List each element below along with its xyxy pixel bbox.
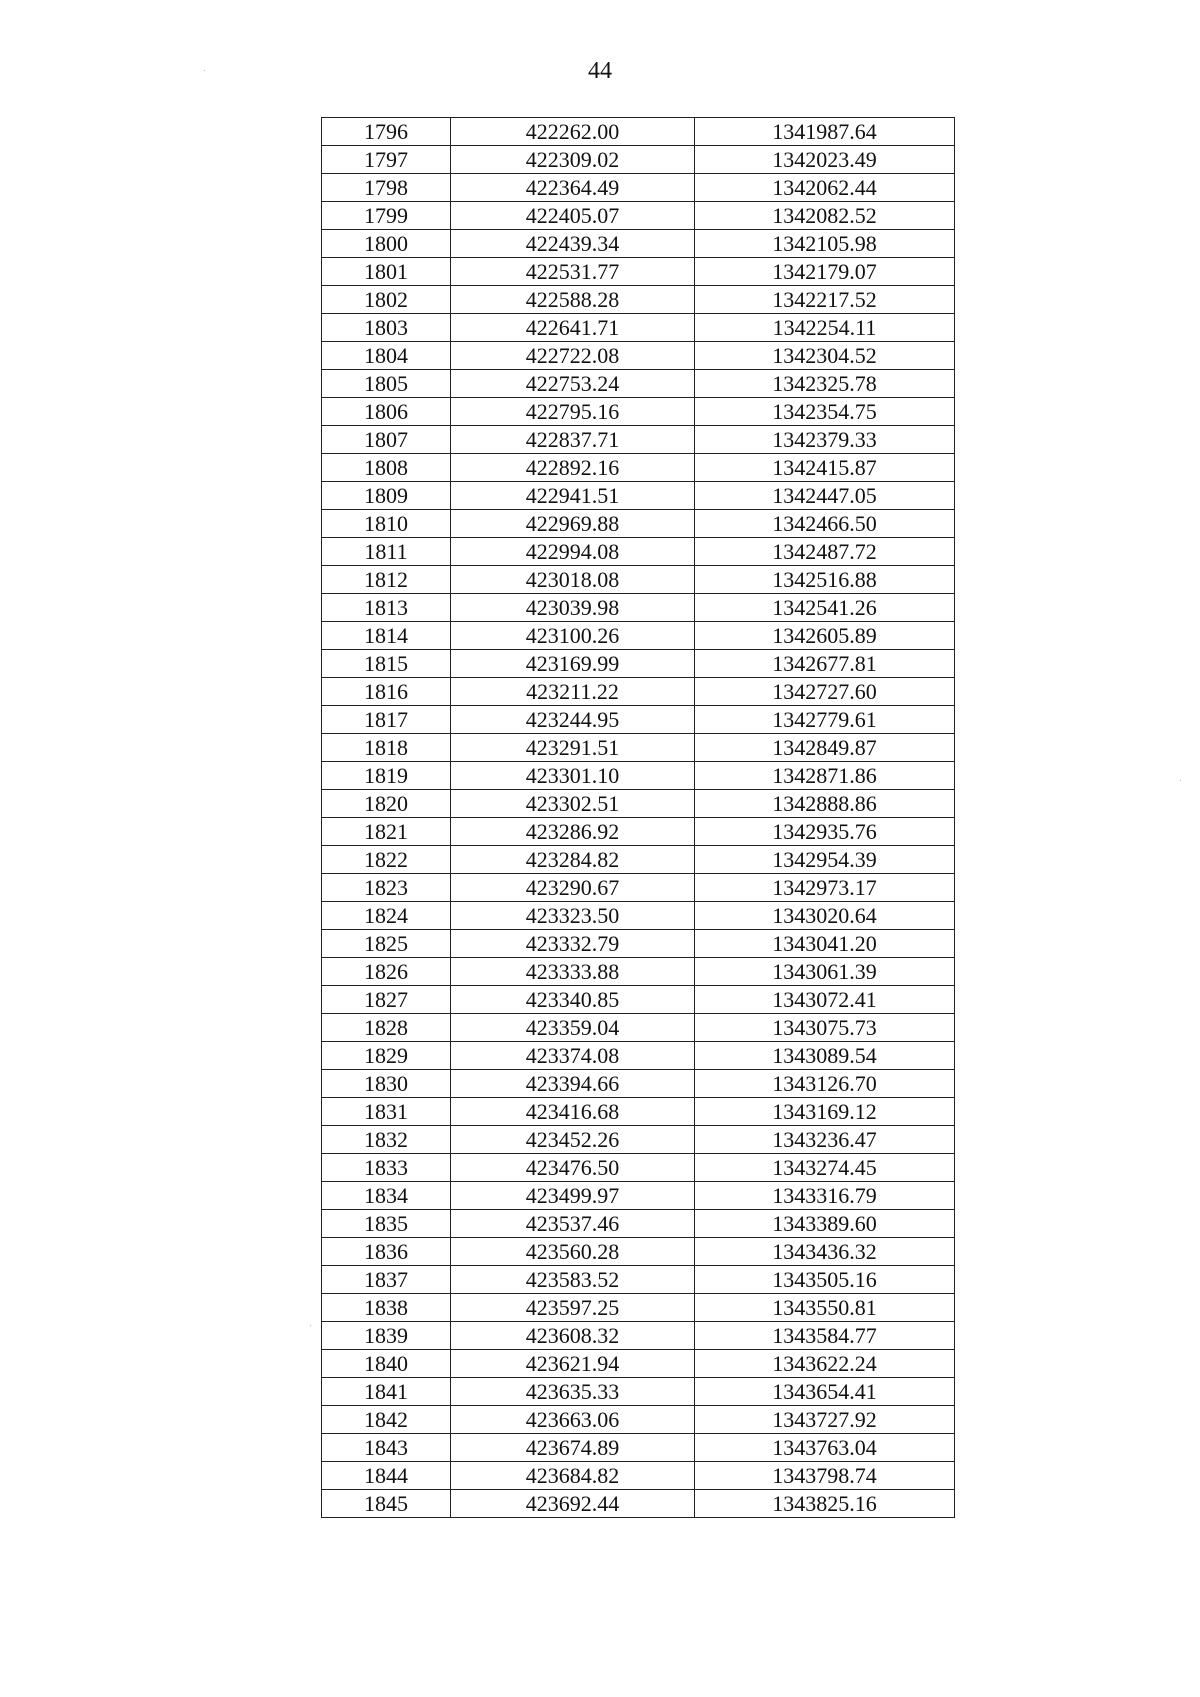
table-row — [322, 734, 955, 762]
table-row — [322, 258, 955, 286]
point-number-cell: 1811 — [322, 538, 451, 566]
y-coordinate-cell: 1342304.52 — [695, 342, 955, 370]
point-number-cell: 1835 — [322, 1210, 451, 1238]
y-coordinate-cell: 1343089.54 — [695, 1042, 955, 1070]
x-coordinate-cell: 423340.85 — [451, 986, 695, 1014]
point-number-cell: 1843 — [322, 1434, 451, 1462]
table-row — [322, 1014, 955, 1042]
table-row — [322, 566, 955, 594]
y-coordinate-cell: 1343584.77 — [695, 1322, 955, 1350]
y-coordinate-cell: 1342062.44 — [695, 174, 955, 202]
table-row — [322, 482, 955, 510]
x-coordinate-cell: 423302.51 — [451, 790, 695, 818]
x-coordinate-cell: 422309.02 — [451, 146, 695, 174]
x-coordinate-cell: 423560.28 — [451, 1238, 695, 1266]
point-number-cell: 1833 — [322, 1154, 451, 1182]
x-coordinate-cell: 423597.25 — [451, 1294, 695, 1322]
x-coordinate-cell: 423537.46 — [451, 1210, 695, 1238]
x-coordinate-cell: 423692.44 — [451, 1490, 695, 1518]
table-row — [322, 454, 955, 482]
table-row — [322, 286, 955, 314]
y-coordinate-cell: 1342487.72 — [695, 538, 955, 566]
y-coordinate-cell: 1343550.81 — [695, 1294, 955, 1322]
x-coordinate-cell: 422641.71 — [451, 314, 695, 342]
x-coordinate-cell: 423394.66 — [451, 1070, 695, 1098]
x-coordinate-cell: 422969.88 — [451, 510, 695, 538]
coordinates-table — [321, 117, 955, 1518]
y-coordinate-cell: 1343126.70 — [695, 1070, 955, 1098]
point-number-cell: 1820 — [322, 790, 451, 818]
point-number-cell: 1807 — [322, 426, 451, 454]
x-coordinate-cell: 423499.97 — [451, 1182, 695, 1210]
table-row — [322, 1378, 955, 1406]
table-row — [322, 986, 955, 1014]
point-number-cell: 1819 — [322, 762, 451, 790]
y-coordinate-cell: 1342466.50 — [695, 510, 955, 538]
x-coordinate-cell: 423291.51 — [451, 734, 695, 762]
y-coordinate-cell: 1343041.20 — [695, 930, 955, 958]
table-row — [322, 342, 955, 370]
y-coordinate-cell: 1342727.60 — [695, 678, 955, 706]
y-coordinate-cell: 1342217.52 — [695, 286, 955, 314]
point-number-cell: 1840 — [322, 1350, 451, 1378]
y-coordinate-cell: 1342888.86 — [695, 790, 955, 818]
x-coordinate-cell: 422439.34 — [451, 230, 695, 258]
point-number-cell: 1824 — [322, 902, 451, 930]
table-row — [322, 230, 955, 258]
table-row — [322, 202, 955, 230]
point-number-cell: 1825 — [322, 930, 451, 958]
x-coordinate-cell: 423416.68 — [451, 1098, 695, 1126]
table-row — [322, 1462, 955, 1490]
point-number-cell: 1809 — [322, 482, 451, 510]
table-row — [322, 1098, 955, 1126]
x-coordinate-cell: 422892.16 — [451, 454, 695, 482]
point-number-cell: 1805 — [322, 370, 451, 398]
y-coordinate-cell: 1342447.05 — [695, 482, 955, 510]
point-number-cell: 1810 — [322, 510, 451, 538]
point-number-cell: 1837 — [322, 1266, 451, 1294]
y-coordinate-cell: 1342516.88 — [695, 566, 955, 594]
point-number-cell: 1821 — [322, 818, 451, 846]
x-coordinate-cell: 423286.92 — [451, 818, 695, 846]
scan-speck — [1180, 780, 1181, 781]
table-row — [322, 1154, 955, 1182]
point-number-cell: 1822 — [322, 846, 451, 874]
x-coordinate-cell: 423244.95 — [451, 706, 695, 734]
table-row — [322, 818, 955, 846]
y-coordinate-cell: 1342379.33 — [695, 426, 955, 454]
table-row — [322, 930, 955, 958]
table-row — [322, 846, 955, 874]
x-coordinate-cell: 423018.08 — [451, 566, 695, 594]
point-number-cell: 1844 — [322, 1462, 451, 1490]
table-row — [322, 1126, 955, 1154]
x-coordinate-cell: 423332.79 — [451, 930, 695, 958]
point-number-cell: 1800 — [322, 230, 451, 258]
x-coordinate-cell: 422994.08 — [451, 538, 695, 566]
y-coordinate-cell: 1343274.45 — [695, 1154, 955, 1182]
table-row — [322, 538, 955, 566]
y-coordinate-cell: 1342415.87 — [695, 454, 955, 482]
point-number-cell: 1816 — [322, 678, 451, 706]
y-coordinate-cell: 1343020.64 — [695, 902, 955, 930]
x-coordinate-cell: 422753.24 — [451, 370, 695, 398]
table-row — [322, 510, 955, 538]
table-row — [322, 1322, 955, 1350]
table-row — [322, 314, 955, 342]
x-coordinate-cell: 423211.22 — [451, 678, 695, 706]
point-number-cell: 1806 — [322, 398, 451, 426]
table-row — [322, 762, 955, 790]
y-coordinate-cell: 1343727.92 — [695, 1406, 955, 1434]
table-row — [322, 1182, 955, 1210]
y-coordinate-cell: 1343825.16 — [695, 1490, 955, 1518]
y-coordinate-cell: 1342935.76 — [695, 818, 955, 846]
y-coordinate-cell: 1343436.32 — [695, 1238, 955, 1266]
y-coordinate-cell: 1343389.60 — [695, 1210, 955, 1238]
x-coordinate-cell: 423452.26 — [451, 1126, 695, 1154]
y-coordinate-cell: 1342954.39 — [695, 846, 955, 874]
y-coordinate-cell: 1342973.17 — [695, 874, 955, 902]
point-number-cell: 1817 — [322, 706, 451, 734]
x-coordinate-cell: 422722.08 — [451, 342, 695, 370]
y-coordinate-cell: 1343075.73 — [695, 1014, 955, 1042]
x-coordinate-cell: 423333.88 — [451, 958, 695, 986]
y-coordinate-cell: 1343061.39 — [695, 958, 955, 986]
x-coordinate-cell: 422588.28 — [451, 286, 695, 314]
table-row — [322, 118, 955, 146]
x-coordinate-cell: 423290.67 — [451, 874, 695, 902]
point-number-cell: 1827 — [322, 986, 451, 1014]
point-number-cell: 1826 — [322, 958, 451, 986]
point-number-cell: 1802 — [322, 286, 451, 314]
x-coordinate-cell: 422941.51 — [451, 482, 695, 510]
table-row — [322, 1350, 955, 1378]
x-coordinate-cell: 422262.00 — [451, 118, 695, 146]
y-coordinate-cell: 1342677.81 — [695, 650, 955, 678]
y-coordinate-cell: 1343763.04 — [695, 1434, 955, 1462]
y-coordinate-cell: 1342605.89 — [695, 622, 955, 650]
table-row — [322, 1042, 955, 1070]
table-row — [322, 174, 955, 202]
point-number-cell: 1798 — [322, 174, 451, 202]
table-row — [322, 1490, 955, 1518]
point-number-cell: 1808 — [322, 454, 451, 482]
table-row — [322, 594, 955, 622]
y-coordinate-cell: 1342105.98 — [695, 230, 955, 258]
x-coordinate-cell: 423583.52 — [451, 1266, 695, 1294]
table-row — [322, 902, 955, 930]
y-coordinate-cell: 1343505.16 — [695, 1266, 955, 1294]
x-coordinate-cell: 423674.89 — [451, 1434, 695, 1462]
y-coordinate-cell: 1342179.07 — [695, 258, 955, 286]
table-row — [322, 1294, 955, 1322]
y-coordinate-cell: 1342354.75 — [695, 398, 955, 426]
y-coordinate-cell: 1342325.78 — [695, 370, 955, 398]
x-coordinate-cell: 423284.82 — [451, 846, 695, 874]
y-coordinate-cell: 1343654.41 — [695, 1378, 955, 1406]
x-coordinate-cell: 423100.26 — [451, 622, 695, 650]
x-coordinate-cell: 423621.94 — [451, 1350, 695, 1378]
x-coordinate-cell: 423476.50 — [451, 1154, 695, 1182]
point-number-cell: 1799 — [322, 202, 451, 230]
point-number-cell: 1828 — [322, 1014, 451, 1042]
table-row — [322, 426, 955, 454]
point-number-cell: 1845 — [322, 1490, 451, 1518]
x-coordinate-cell: 423323.50 — [451, 902, 695, 930]
point-number-cell: 1801 — [322, 258, 451, 286]
x-coordinate-cell: 423301.10 — [451, 762, 695, 790]
table-row — [322, 1434, 955, 1462]
y-coordinate-cell: 1342779.61 — [695, 706, 955, 734]
y-coordinate-cell: 1343236.47 — [695, 1126, 955, 1154]
x-coordinate-cell: 423608.32 — [451, 1322, 695, 1350]
y-coordinate-cell: 1342254.11 — [695, 314, 955, 342]
y-coordinate-cell: 1343316.79 — [695, 1182, 955, 1210]
point-number-cell: 1841 — [322, 1378, 451, 1406]
point-number-cell: 1796 — [322, 118, 451, 146]
point-number-cell: 1831 — [322, 1098, 451, 1126]
point-number-cell: 1813 — [322, 594, 451, 622]
table-row — [322, 1238, 955, 1266]
table-row — [322, 958, 955, 986]
y-coordinate-cell: 1343622.24 — [695, 1350, 955, 1378]
table-row — [322, 1070, 955, 1098]
x-coordinate-cell: 423039.98 — [451, 594, 695, 622]
page-number: 44 — [588, 58, 612, 84]
point-number-cell: 1803 — [322, 314, 451, 342]
table-row — [322, 790, 955, 818]
coordinates-table-body — [322, 118, 955, 1518]
table-row — [322, 398, 955, 426]
y-coordinate-cell: 1343072.41 — [695, 986, 955, 1014]
x-coordinate-cell: 423635.33 — [451, 1378, 695, 1406]
y-coordinate-cell: 1343169.12 — [695, 1098, 955, 1126]
point-number-cell: 1804 — [322, 342, 451, 370]
y-coordinate-cell: 1342082.52 — [695, 202, 955, 230]
table-row — [322, 1266, 955, 1294]
y-coordinate-cell: 1341987.64 — [695, 118, 955, 146]
table-row — [322, 370, 955, 398]
y-coordinate-cell: 1342849.87 — [695, 734, 955, 762]
table-row — [322, 678, 955, 706]
point-number-cell: 1839 — [322, 1322, 451, 1350]
x-coordinate-cell: 423374.08 — [451, 1042, 695, 1070]
point-number-cell: 1842 — [322, 1406, 451, 1434]
point-number-cell: 1832 — [322, 1126, 451, 1154]
x-coordinate-cell: 423359.04 — [451, 1014, 695, 1042]
point-number-cell: 1834 — [322, 1182, 451, 1210]
point-number-cell: 1830 — [322, 1070, 451, 1098]
point-number-cell: 1815 — [322, 650, 451, 678]
point-number-cell: 1818 — [322, 734, 451, 762]
table-row — [322, 622, 955, 650]
x-coordinate-cell: 422837.71 — [451, 426, 695, 454]
x-coordinate-cell: 422364.49 — [451, 174, 695, 202]
x-coordinate-cell: 423663.06 — [451, 1406, 695, 1434]
table-row — [322, 1210, 955, 1238]
point-number-cell: 1797 — [322, 146, 451, 174]
x-coordinate-cell: 422405.07 — [451, 202, 695, 230]
scan-speck — [310, 1325, 311, 1326]
x-coordinate-cell: 422795.16 — [451, 398, 695, 426]
table-row — [322, 1406, 955, 1434]
x-coordinate-cell: 422531.77 — [451, 258, 695, 286]
y-coordinate-cell: 1342871.86 — [695, 762, 955, 790]
table-row — [322, 650, 955, 678]
y-coordinate-cell: 1342023.49 — [695, 146, 955, 174]
x-coordinate-cell: 423169.99 — [451, 650, 695, 678]
point-number-cell: 1823 — [322, 874, 451, 902]
table-row — [322, 874, 955, 902]
point-number-cell: 1829 — [322, 1042, 451, 1070]
y-coordinate-cell: 1342541.26 — [695, 594, 955, 622]
y-coordinate-cell: 1343798.74 — [695, 1462, 955, 1490]
point-number-cell: 1814 — [322, 622, 451, 650]
table-row — [322, 706, 955, 734]
point-number-cell: 1812 — [322, 566, 451, 594]
scan-speck — [204, 70, 205, 71]
x-coordinate-cell: 423684.82 — [451, 1462, 695, 1490]
point-number-cell: 1838 — [322, 1294, 451, 1322]
table-row — [322, 146, 955, 174]
point-number-cell: 1836 — [322, 1238, 451, 1266]
